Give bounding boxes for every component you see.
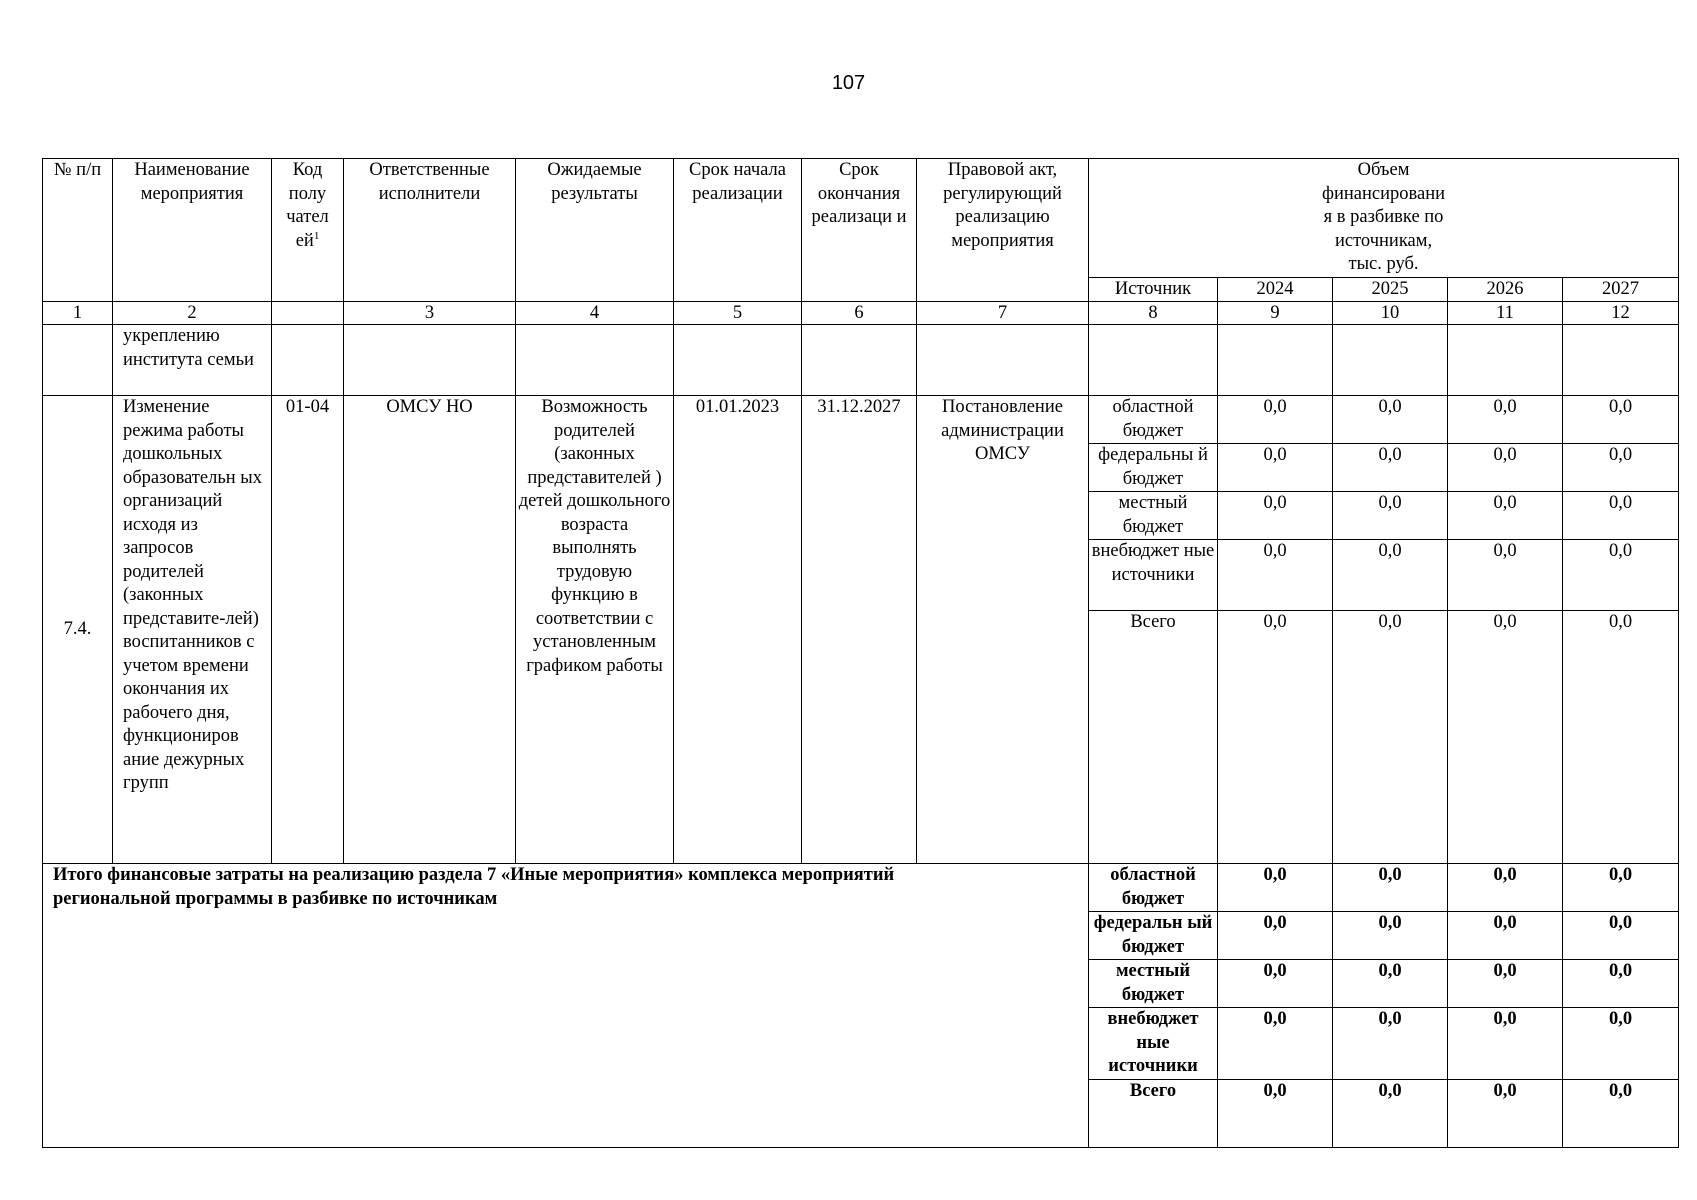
cont-2026 [1448, 325, 1563, 396]
header-year-2026: 2026 [1448, 277, 1563, 302]
item-source: внебюджет ные источники [1089, 540, 1218, 611]
cont-responsible [344, 325, 516, 396]
header-end: Срок окончания реализаци и [802, 159, 917, 302]
item-name: Изменение режима работы дошкольных образовательн ых организаций исходя из запросов родителей (законных представите-лей) воспитанников с учетом времени окончания их рабочего дня, функциониров ание дежурных групп [113, 396, 272, 864]
total-value: 0,0 [1333, 960, 1448, 1008]
colnum-1: 1 [43, 302, 113, 325]
header-responsible: Ответственные исполнители [344, 159, 516, 302]
item-value: 0,0 [1218, 396, 1333, 444]
cont-start [674, 325, 802, 396]
item-source: областной бюджет [1089, 396, 1218, 444]
header-num: № п/п [43, 159, 113, 302]
total-value: 0,0 [1218, 960, 1333, 1008]
header-name: Наименование мероприятия [113, 159, 272, 302]
cont-act [917, 325, 1089, 396]
total-source: внебюджет ные источники [1089, 1008, 1218, 1080]
continuation-row [43, 325, 1679, 396]
item-number: 7.4. [43, 396, 113, 864]
item-value: 0,0 [1218, 611, 1333, 864]
colnum-5: 5 [674, 302, 802, 325]
item-value: 0,0 [1563, 396, 1679, 444]
cont-end [802, 325, 917, 396]
item-value: 0,0 [1563, 492, 1679, 540]
footnote-mark: 1 [313, 229, 320, 242]
total-value: 0,0 [1563, 912, 1679, 960]
page-number: 107 [831, 72, 866, 94]
total-value: 0,0 [1563, 1079, 1679, 1147]
total-label: Итого финансовые затраты на реализацию раздела 7 «Иные мероприятия» комплекса мероприятий региональной программы в разбивке по источникам [43, 864, 1089, 1148]
cont-num [43, 325, 113, 396]
item-value: 0,0 [1333, 540, 1448, 611]
item-value: 0,0 [1333, 444, 1448, 492]
total-value: 0,0 [1333, 1008, 1448, 1080]
cont-2025 [1333, 325, 1448, 396]
item-value: 0,0 [1563, 611, 1679, 864]
program-table [42, 158, 1679, 1148]
total-value: 0,0 [1563, 864, 1679, 912]
item-value: 0,0 [1218, 540, 1333, 611]
item-source: Всего [1089, 611, 1218, 864]
item-end: 31.12.2027 [802, 396, 917, 864]
header-year-2027: 2027 [1563, 277, 1679, 302]
item-act: Постановление администрации ОМСУ [917, 396, 1089, 864]
total-value: 0,0 [1448, 1079, 1563, 1147]
item-value: 0,0 [1333, 611, 1448, 864]
header-code [272, 159, 344, 302]
total-value: 0,0 [1448, 912, 1563, 960]
total-value: 0,0 [1333, 864, 1448, 912]
item-value: 0,0 [1448, 611, 1563, 864]
colnum-empty [272, 302, 344, 325]
total-source: Всего [1089, 1079, 1218, 1147]
total-value: 0,0 [1563, 960, 1679, 1008]
header-row-1 [43, 159, 1679, 278]
cont-source [1089, 325, 1218, 396]
total-source: местный бюджет [1089, 960, 1218, 1008]
colnum-6: 6 [802, 302, 917, 325]
header-start: Срок начала реализации [674, 159, 802, 302]
item-value: 0,0 [1448, 396, 1563, 444]
item-source: местный бюджет [1089, 492, 1218, 540]
header-act: Правовой акт, регулирующий реализацию мероприятия [917, 159, 1089, 302]
header-source: Источник [1089, 277, 1218, 302]
cont-expected [516, 325, 674, 396]
total-value: 0,0 [1563, 1008, 1679, 1080]
total-value: 0,0 [1218, 912, 1333, 960]
total-value: 0,0 [1448, 1008, 1563, 1080]
total-source: федеральн ый бюджет [1089, 912, 1218, 960]
cont-2024 [1218, 325, 1333, 396]
item-value: 0,0 [1448, 492, 1563, 540]
item-value: 0,0 [1563, 540, 1679, 611]
colnum-11: 11 [1448, 302, 1563, 325]
cont-code [272, 325, 344, 396]
header-expected: Ожидаемые результаты [516, 159, 674, 302]
item-start: 01.01.2023 [674, 396, 802, 864]
item-value: 0,0 [1448, 444, 1563, 492]
total-row-1 [43, 864, 1679, 912]
header-year-2024: 2024 [1218, 277, 1333, 302]
total-value: 0,0 [1218, 864, 1333, 912]
item-value: 0,0 [1333, 396, 1448, 444]
item-source: федеральны й бюджет [1089, 444, 1218, 492]
item-value: 0,0 [1563, 444, 1679, 492]
total-value: 0,0 [1333, 1079, 1448, 1147]
colnum-4: 4 [516, 302, 674, 325]
item-value: 0,0 [1333, 492, 1448, 540]
item-value: 0,0 [1218, 444, 1333, 492]
colnum-9: 9 [1218, 302, 1333, 325]
header-funding: Объем финансирования в разбивке по источникам, тыс. руб. [1089, 159, 1679, 278]
header-year-2025: 2025 [1333, 277, 1448, 302]
total-value: 0,0 [1218, 1008, 1333, 1080]
header-code-text: Код полу чател ей [286, 160, 329, 251]
colnum-2: 2 [113, 302, 272, 325]
total-value: 0,0 [1448, 960, 1563, 1008]
item-code: 01-04 [272, 396, 344, 864]
colnum-12: 12 [1563, 302, 1679, 325]
total-value: 0,0 [1218, 1079, 1333, 1147]
total-source: областной бюджет [1089, 864, 1218, 912]
colnum-8: 8 [1089, 302, 1218, 325]
total-value: 0,0 [1333, 912, 1448, 960]
item-responsible: ОМСУ НО [344, 396, 516, 864]
item-row-1 [43, 396, 1679, 444]
column-numbers-row [43, 302, 1679, 325]
item-value: 0,0 [1218, 492, 1333, 540]
colnum-3: 3 [344, 302, 516, 325]
item-value: 0,0 [1448, 540, 1563, 611]
cont-name: укреплению института семьи [113, 325, 272, 396]
colnum-10: 10 [1333, 302, 1448, 325]
colnum-7: 7 [917, 302, 1089, 325]
item-expected: Возможность родителей (законных представителей ) детей дошкольного возраста выполнять трудовую функцию в соответствии с установленным графиком работы [516, 396, 674, 864]
total-value: 0,0 [1448, 864, 1563, 912]
cont-2027 [1563, 325, 1679, 396]
